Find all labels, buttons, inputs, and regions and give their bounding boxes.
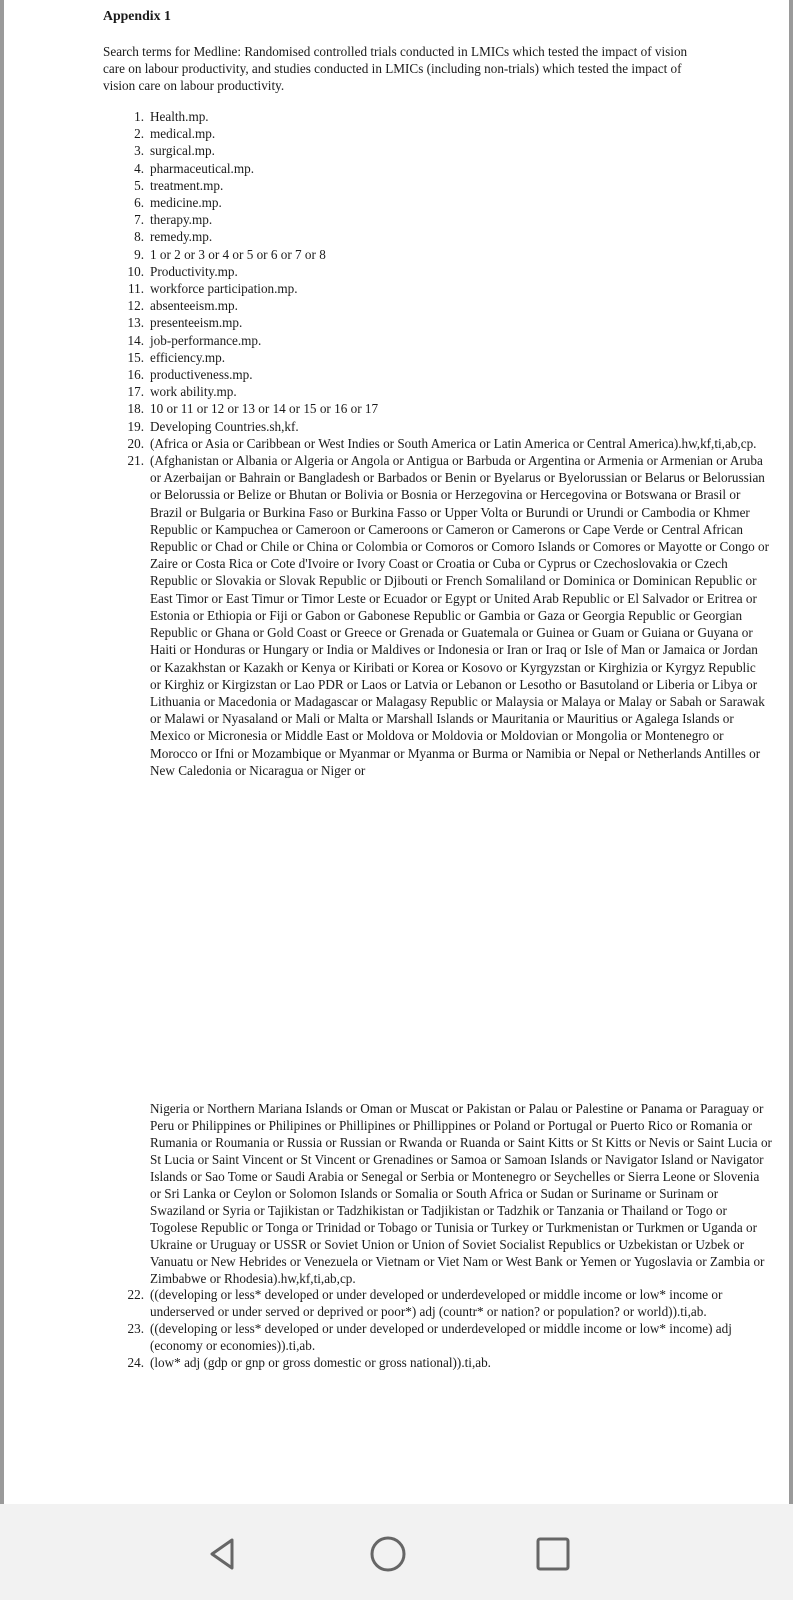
term-number: 3. xyxy=(134,143,144,159)
term-number: 2. xyxy=(134,126,144,142)
term-text: pharmaceutical.mp. xyxy=(150,160,254,176)
term-text: absenteeism.mp. xyxy=(150,298,238,314)
search-terms-list xyxy=(104,108,769,779)
term-number: 21. xyxy=(127,453,144,469)
term-text: remedy.mp. xyxy=(150,229,213,245)
search-term-item xyxy=(104,246,769,263)
search-term-item xyxy=(104,280,769,297)
term-text: (Africa or Asia or Caribbean or West Indies or South America or Latin America or Central America).hw,kf,ti,ab,cp. xyxy=(150,435,757,451)
term-number: 1. xyxy=(134,109,144,124)
term-number: 22. xyxy=(127,1287,144,1303)
search-term-item xyxy=(104,366,769,383)
search-term-item xyxy=(104,160,769,177)
term-number: 11. xyxy=(128,281,144,297)
search-term-item xyxy=(104,418,769,435)
search-term-item xyxy=(104,297,769,314)
term-text: Developing Countries.sh,kf. xyxy=(150,418,299,434)
term-number: 23. xyxy=(127,1321,144,1337)
term-text: efficiency.mp. xyxy=(150,349,226,365)
search-term-item xyxy=(104,177,769,194)
document-page-1 xyxy=(4,0,789,1021)
term-text: ((developing or less* developed or under developed or underdeveloped or middle income or low* income) adj (economy or economies)).ti,ab. xyxy=(150,1321,732,1354)
search-term-item xyxy=(104,349,769,366)
home-button[interactable] xyxy=(368,1534,408,1574)
term-number: 19. xyxy=(127,418,144,434)
search-terms-list-continued xyxy=(104,1287,773,1372)
term-text: presenteeism.mp. xyxy=(150,315,243,331)
search-term-item xyxy=(104,125,769,142)
search-term-item xyxy=(104,142,769,159)
term-text: productiveness.mp. xyxy=(150,367,253,383)
search-term-item xyxy=(104,211,769,228)
term-number: 13. xyxy=(127,315,144,331)
term-text: 1 or 2 or 3 or 4 or 5 or 6 or 7 or 8 xyxy=(150,246,326,262)
term-number: 15. xyxy=(127,349,144,365)
appendix-heading: Appendix 1 xyxy=(103,8,171,23)
search-term-item xyxy=(104,1287,773,1321)
search-term-item xyxy=(104,108,769,125)
search-term-item xyxy=(104,332,769,349)
search-term-item xyxy=(104,1355,773,1372)
term-number: 14. xyxy=(127,332,144,348)
home-icon xyxy=(368,1534,408,1574)
term-text: (low* adj (gdp or gnp or gross domestic or gross national)).ti,ab. xyxy=(150,1355,491,1371)
back-button[interactable] xyxy=(202,1534,242,1574)
term-text: therapy.mp. xyxy=(150,212,213,228)
android-navigation-bar xyxy=(0,1504,793,1600)
term-number: 7. xyxy=(134,212,144,228)
term-number: 17. xyxy=(127,384,144,400)
term-text: workforce participation.mp. xyxy=(150,281,298,297)
intro-paragraph: Search terms for Medline: Randomised controlled trials conducted in LMICs which tested the impact of vision care on labour productivity, and studies conducted in LMICs (including non-trials) which tested the impact of vision care on labour productivity. xyxy=(103,44,688,93)
term-text: medical.mp. xyxy=(150,126,216,142)
search-term-item xyxy=(104,400,769,417)
term-number: 18. xyxy=(127,401,144,417)
term-number: 6. xyxy=(134,195,144,211)
term-number: 4. xyxy=(134,160,144,176)
term-text: job-performance.mp. xyxy=(150,332,262,348)
term-text: treatment.mp. xyxy=(150,177,224,193)
term-text: ((developing or less* developed or under developed or underdeveloped or middle income or low* income or underserved or under served or deprived or poor*) adj (countr* or nation? or population? or world)).ti,ab. xyxy=(150,1287,723,1320)
term-number: 10. xyxy=(127,263,144,279)
search-term-item xyxy=(104,383,769,400)
term-text: (Afghanistan or Albania or Algeria or Angola or Antigua or Barbuda or Argentina or Armenia or Armenian or Aruba or Azerbaijan or Bahrain or Bangladesh or Barbados or Benin or Byelarus or Byelorussian or Belarus or Belorussian or Belorussia or Belize or Bhutan or Bolivia or Bosnia or Herzegovina or Hercegovina or Botswana or Brasil or Brazil or Bulgaria or Burkina Faso or Burkina Fasso or Upper Volta or Burundi or Urundi or Cambodia or Khmer Republic or Kampuchea or Cameroon or Cameroons or Cameron or Camerons or Cape Verde or Central African Republic or Chad or Chile or China or Colombia or Comoros or Comoro Islands or Comores or Mayotte or Congo or Zaire or Costa Rica or Cote d'Ivoire or Ivory Coast or Croatia or Cuba or Cyprus or Czechoslovakia or Czech Republic or Slovakia or Slovak Republic or Djibouti or French Somaliland or Dominica or Dominican Republic or East Timor or East Timur or Timor Leste or Ecuador or Egypt or United Arab Republic or El Salvador or Eritrea or Estonia or Ethiopia or Fiji or Gabon or Gabonese Republic or Gambia or Gaza or Georgia Republic or Georgian Republic or Ghana or Gold Coast or Greece or Grenada or Guatemala or Guinea or Guam or Guiana or Guyana or Haiti or Honduras or Hungary or India or Maldives or Indonesia or Iran or Iraq or Isle of Man or Jamaica or Jordan or Kazakhstan or Kazakh or Kenya or Kiribati or Korea or Kosovo or Kyrgyzstan or Kirghizia or Kyrgyz Republic or Kirghiz or Kirgizstan or Lao PDR or Laos or Latvia or Lebanon or Lesotho or Basutoland or Liberia or Libya or Lithuania or Macedonia or Madagascar or Malagasy Republic or Malaysia or Malaya or Malay or Sabah or Sarawak or Malawi or Nyasaland or Mali or Malta or Marshall Islands or Mauritania or Mauritius or Agalega Islands or Mexico or Micronesia or Middle East or Moldova or Moldovia or Moldovian or Mongolia or Montenegro or Morocco or Ifni or Mozambique or Myanmar or Myanma or Burma or Namibia or Nepal or Netherlands Antilles or New Caledonia or Nicaragua or Niger or xyxy=(150,453,770,778)
term-number: 16. xyxy=(127,367,144,383)
term-text: medicine.mp. xyxy=(150,195,222,211)
term-number: 8. xyxy=(134,229,144,245)
term-number: 20. xyxy=(127,435,144,451)
term-21-continuation: Nigeria or Northern Mariana Islands or Oman or Muscat or Pakistan or Palau or Palestine or Panama or Paraguay or Peru or Philippines or Philipines or Phillipines or Phillippines or Poland or Portugal or Puerto Rico or Romania or Rumania or Roumania or Russia or Russian or Rwanda or Ruanda or Saint Kitts or St Kitts or Nevis or Saint Lucia or St Lucia or Saint Vincent or St Vincent or Grenadines or Samoa or Samoan Islands or Navigator Island or Navigator Islands or Sao Tome or Saudi Arabia or Senegal or Serbia or Montenegro or Seychelles or Sierra Leone or Slovenia or Sri Lanka or Ceylon or Solomon Islands or Somalia or South Africa or Sudan or Suriname or Surinam or Swaziland or Syria or Tajikistan or Tadzhikistan or Tadjikistan or Tadzhik or Tanzania or Thailand or Togo or Togolese Republic or Tonga or Trinidad or Tobago or Tunisia or Turkey or Turkmenistan or Turkmen or Uganda or Ukraine or Uruguay or USSR or Soviet Union or Union of Soviet Socialist Republics or Uzbekistan or Uzbek or Vanuatu or New Hebrides or Venezuela or Vietnam or Viet Nam or West Bank or Yemen or Yugoslavia or Zambia or Zimbabwe or Rhodesia).hw,kf,ti,ab,cp. xyxy=(150,1101,772,1286)
search-term-item xyxy=(104,1321,773,1355)
term-text: 10 or 11 or 12 or 13 or 14 or 15 or 16 or 17 xyxy=(150,401,379,417)
term-number: 5. xyxy=(134,177,144,193)
search-term-item xyxy=(104,452,769,779)
search-term-item xyxy=(104,435,769,452)
search-term-item xyxy=(104,263,769,280)
term-text: work ability.mp. xyxy=(150,384,237,400)
search-term-item xyxy=(104,194,769,211)
search-term-item xyxy=(104,228,769,245)
term-number: 24. xyxy=(127,1355,144,1371)
term-number: 12. xyxy=(127,298,144,314)
term-text: surgical.mp. xyxy=(150,143,215,159)
term-text: Productivity.mp. xyxy=(150,263,238,279)
term-text: Health.mp. xyxy=(150,109,209,124)
search-term-item xyxy=(104,314,769,331)
recents-icon xyxy=(533,1534,573,1574)
document-page-2 xyxy=(4,1001,789,1504)
recents-button[interactable] xyxy=(533,1534,573,1574)
term-number: 9. xyxy=(134,246,144,262)
back-icon xyxy=(202,1534,242,1574)
